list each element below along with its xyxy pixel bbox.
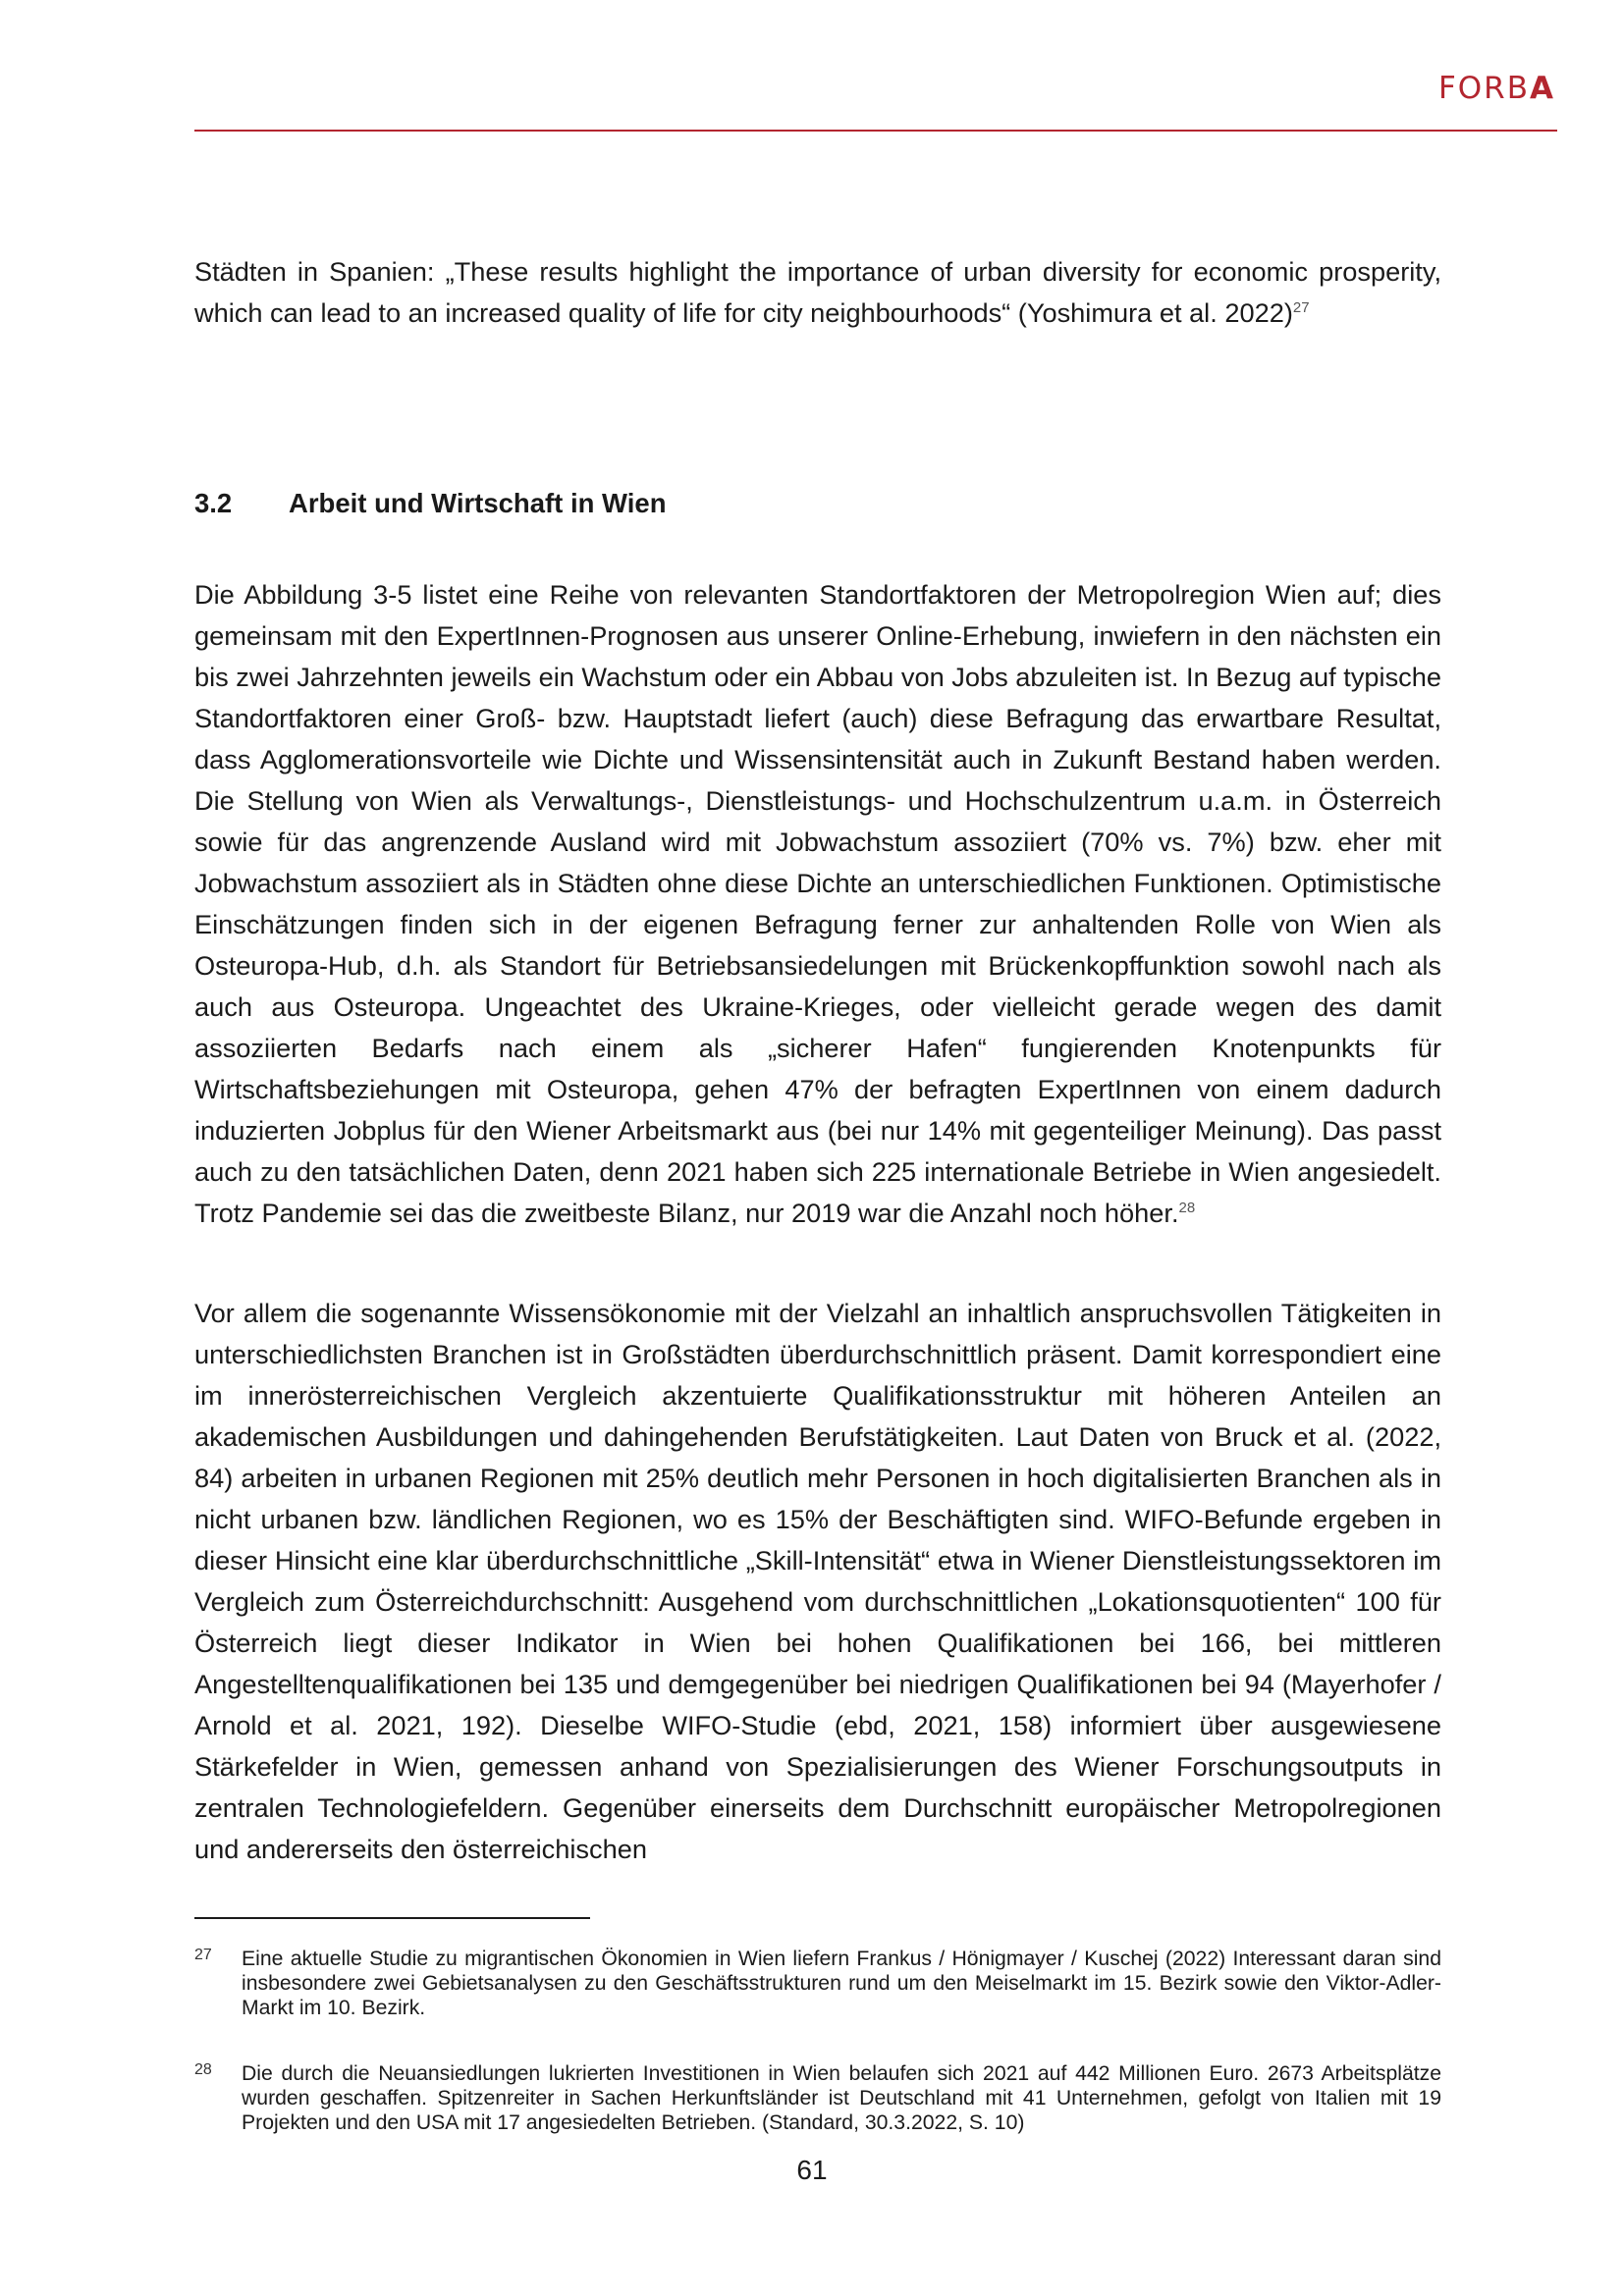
- body-paragraph-2-block: [194, 1293, 1441, 1870]
- footnote-27: [194, 1947, 1441, 2020]
- footnote-number: 28: [194, 2061, 212, 2078]
- body-paragraph-1-text: Die Abbildung 3-5 listet eine Reihe von relevanten Standortfaktoren der Metropolregion Wien auf; dies gemeinsam mit den ExpertInnen-Prognosen aus unserer Online-Erhebung, inwiefern in den nächsten ein bis zwei Jahrzehnten jeweils ein Wachstum oder ein Abbau von Jobs abzuleiten ist. In Bezug auf typische Standortfaktoren einer Groß- bzw. Hauptstadt liefert (auch) diese Befragung das erwartbare Resultat, dass Agglomerationsvorteile wie Dichte und Wissensintensität auch in Zukunft Bestand haben werden. Die Stellung von Wien als Verwaltungs-, Dienstleistungs- und Hochschulzentrum u.a.m. in Österreich sowie für das angrenzende Ausland wird mit Jobwachstum assoziiert (70% vs. 7%) bzw. eher mit Jobwachstum assoziiert als in Städten ohne diese Dichte an unterschiedlichen Funktionen. Optimistische Einschätzungen finden sich in der eigenen Befragung ferner zur anhaltenden Rolle von Wien als Osteuropa-Hub, d.h. als Standort für Betriebsansiedelungen mit Brückenkopffunktion sowohl nach als auch aus Osteuropa. Ungeachtet des Ukraine-Krieges, oder vielleicht gerade wegen des damit assoziierten Bedarfs nach einem als „sicherer Hafen“ fungierenden Knotenpunkts für Wirtschaftsbeziehungen mit Osteuropa, gehen 47% der befragten ExpertInnen von einem dadurch induzierten Jobplus für den Wiener Arbeitsmarkt aus (bei nur 14% mit gegenteiliger Meinung). Das passt auch zu den tatsächlichen Daten, denn 2021 haben sich 225 internationale Betriebe in Wien angesiedelt. Trotz Pandemie sei das die zweitbeste Bilanz, nur 2019 war die Anzahl noch höher.: [194, 579, 1441, 1228]
- intro-paragraph-text: Städten in Spanien: „These results highlight the importance of urban diversity for economic prosperity, which can lead to an increased quality of life for city neighbourhoods“ (Yoshimura et al. 2022): [194, 256, 1441, 328]
- footnote-number: 27: [194, 1947, 212, 1963]
- footnote-ref-27[interactable]: 27: [1292, 298, 1310, 316]
- footnote-text: Die durch die Neuansiedlungen lukrierten Investitionen in Wien belaufen sich 2021 auf 442 Millionen Euro. 2673 Arbeitsplätze wurden geschaffen. Spitzenreiter in Sachen Herkunftsländer ist Deutschland mit 41 Unternehmen, gefolgt von Italien mit 19 Projekten und den USA mit 17 angesiedelten Betrieben. (Standard, 30.3.2022, S. 10): [242, 2062, 1441, 2134]
- body-paragraph-1-block: [194, 574, 1441, 1234]
- logo-suffix: A: [1530, 71, 1555, 106]
- intro-block: [194, 251, 1441, 334]
- page-header: [194, 69, 1557, 132]
- footnote-text: Eine aktuelle Studie zu migrantischen Ökonomien in Wien liefern Frankus / Hönigmayer / Kuschej (2022) Interessant daran sind insbesondere zwei Gebietsanalysen zu den Geschäftsstrukturen rund um den Meiselmarkt im 15. Bezirk sowie den Viktor-Adler-Markt im 10. Bezirk.: [242, 1948, 1441, 2019]
- page-number: 61: [796, 2155, 828, 2185]
- footnote-28: [194, 2061, 1441, 2135]
- footnote-ref-28[interactable]: 28: [1178, 1199, 1196, 1216]
- section-title: Arbeit und Wirtschaft in Wien: [289, 488, 667, 518]
- section-heading: [194, 486, 1441, 521]
- intro-paragraph: [194, 251, 1441, 334]
- forba-logo: [1438, 71, 1555, 106]
- section-number: 3.2: [194, 488, 233, 518]
- body-paragraph-2: Vor allem die sogenannte Wissensökonomie mit der Vielzahl an inhaltlich anspruchsvollen Tätigkeiten in unterschiedlichsten Branchen ist in Großstädten überdurchschnittlich präsent. Damit korrespondiert eine im innerösterreichischen Vergleich akzentuierte Qualifikationsstruktur mit höheren Anteilen an akademischen Ausbildungen und dahingehenden Berufstätigkeiten. Laut Daten von Bruck et al. (2022, 84) arbeiten in urbanen Regionen mit 25% deutlich mehr Personen in hoch digitalisierten Branchen als in nicht urbanen bzw. ländlichen Regionen, wo es 15% der Beschäftigten sind. WIFO-Befunde ergeben in dieser Hinsicht eine klar überdurchschnittliche „Skill-Intensität“ etwa in Wiener Dienstleistungssektoren im Vergleich zum Österreichdurchschnitt: Ausgehend vom durchschnittlichen „Lokationsquotienten“ 100 für Österreich liegt dieser Indikator in Wien bei hohen Qualifikationen bei 166, bei mittleren Angestelltenqualifikationen bei 135 und demgegenüber bei niedrigen Qualifikationen bei 94 (Mayerhofer / Arnold et al. 2021, 192). Dieselbe WIFO-Studie (ebd, 2021, 158) informiert über ausgewiesene Stärkefelder in Wien, gemessen anhand von Spezialisierungen des Wiener Forschungsoutputs in zentralen Technologiefeldern. Gegenüber einerseits dem Durchschnitt europäischer Metropolregionen und andererseits den österreichischen: [194, 1298, 1441, 1864]
- body-paragraph-1: [194, 574, 1441, 1234]
- logo-prefix: FORB: [1437, 71, 1530, 106]
- footnote-divider: [194, 1917, 590, 1919]
